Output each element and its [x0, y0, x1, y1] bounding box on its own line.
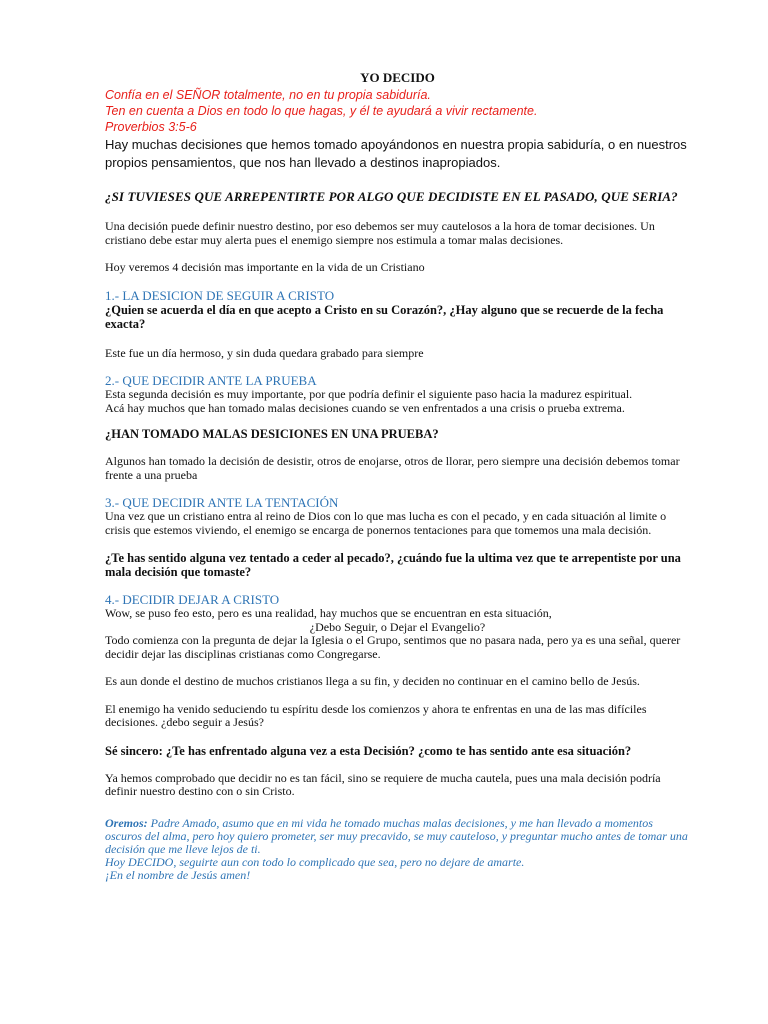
- section-3-heading: 3.- QUE DECIDIR ANTE LA TENTACIÓN: [105, 495, 339, 510]
- section-4-text-5: Ya hemos comprobado que decidir no es tan fácil, sino se requiere de mucha cautela, pues una mala decisión podría definir nuestro destino con o sin Cristo.: [105, 770, 661, 798]
- section-4-text-3: Es aun donde el destino de muchos cristianos llega a su fin, y deciden no continuar en el camino bello de Jesús.: [105, 674, 640, 688]
- verse-line-1: Confía en el SEÑOR totalmente, no en tu propia sabiduría.: [105, 88, 431, 102]
- section-1-text: Este fue un día hermoso, y sin duda quedara grabado para siempre: [105, 345, 424, 360]
- paragraph-1: Una decisión puede definir nuestro destino, por eso debemos ser muy cautelosos a la hora de tomar decisiones. Un cristiano debe estar muy alerta pues el enemigo siempre nos estimula a tomar malas decisiones.: [105, 219, 655, 247]
- section-3-question: ¿Te has sentido alguna vez tentado a ceder al pecado?, ¿cuándo fue la ultima vez que te arrepentiste por una mala decisión que tomaste?: [105, 551, 681, 579]
- section-3-text: Una vez que un cristiano entra al reino de Dios con lo que mas lucha es con el pecado, y en cada situación al limite o crisis que estemos viviendo, el enemigo se encarga de ponernos tentaciones para que tomemos una mala decisión.: [105, 509, 667, 537]
- prayer-text: Padre Amado, asumo que en mi vida he tomado muchas malas decisiones, y me han llevado a momentos oscuros del alma, pero hoy quiero prometer, ser muy precavido, se muy cauteloso, y preguntar mucho antes de tomar una decisión que me lleve lejos de ti.: [105, 815, 688, 856]
- section-2-text-2: Acá hay muchos que han tomado malas decisiones cuando se ven enfrentados a una crisis o prueba extrema.: [105, 400, 625, 415]
- section-1-heading: 1.- LA DESICION DE SEGUIR A CRISTO: [105, 287, 335, 303]
- section-4-text-1: Wow, se puso feo esto, pero es una realidad, hay muchos que se encuentran en esta situación,: [105, 606, 552, 620]
- section-2-heading: 2.- QUE DECIDIR ANTE LA PRUEBA: [105, 373, 317, 388]
- verse-reference: Proverbios 3:5-6: [105, 120, 197, 134]
- prayer-paragraph: [105, 817, 690, 856]
- section-2-text-1: Esta segunda decisión es muy importante, por que podría definir el siguiente paso hacia la madurez espiritual.: [105, 387, 633, 401]
- section-2-question: ¿HAN TOMADO MALAS DESICIONES EN UNA PRUEBA?: [105, 427, 439, 441]
- main-question: ¿SI TUVIESES QUE ARREPENTIRTE POR ALGO QUE DECIDISTE EN EL PASADO, QUE SERIA?: [105, 189, 678, 204]
- section-4-heading: 4.- DECIDIR DEJAR A CRISTO: [105, 592, 280, 607]
- paragraph-2: Hoy veremos 4 decisión mas importante en la vida de un Cristiano: [105, 260, 425, 274]
- section-4-text-2: Todo comienza con la pregunta de dejar la Iglesia o el Grupo, sentimos que no pasara nada, pero ya es una señal, querer decidir dejar las disciplinas cristianas como Congregarse.: [105, 633, 681, 661]
- prayer-block: [105, 817, 690, 882]
- intro-paragraph: Hay muchas decisiones que hemos tomado apoyándonos en nuestra propia sabiduría, o en nuestros propios pensamientos, que nos han llevado a destinos inapropiados.: [105, 137, 687, 170]
- verse-line-2: Ten en cuenta a Dios en todo lo que hagas, y él te ayudará a vivir rectamente.: [105, 104, 538, 118]
- section-4-centered-question: ¿Debo Seguir, o Dejar el Evangelio?: [309, 619, 486, 634]
- document-title: YO DECIDO: [360, 70, 435, 85]
- prayer-label: Oremos:: [105, 815, 148, 830]
- prayer-line-2: Hoy DECIDO, seguirte aun con todo lo complicado que sea, pero no dejare de amarte.: [105, 854, 525, 869]
- prayer-line-3: ¡En el nombre de Jesús amen!: [105, 867, 251, 882]
- section-2-text-3: Algunos han tomado la decisión de desistir, otros de enojarse, otros de llorar, pero siempre una decisión debemos tomar frente a una prueba: [105, 454, 680, 482]
- section-4-text-4: El enemigo ha venido seduciendo tu espíritu desde los comienzos y ahora te enfrentas en una de las mas difíciles decisiones. ¿debo seguir a Jesús?: [105, 701, 647, 729]
- section-1-question: ¿Quien se acuerda el día en que acepto a Cristo en su Corazón?, ¿Hay alguno que se recuerde de la fecha exacta?: [105, 302, 664, 331]
- section-4-question: Sé sincero: ¿Te has enfrentado alguna vez a esta Decisión? ¿como te has sentido ante esa situación?: [105, 743, 632, 758]
